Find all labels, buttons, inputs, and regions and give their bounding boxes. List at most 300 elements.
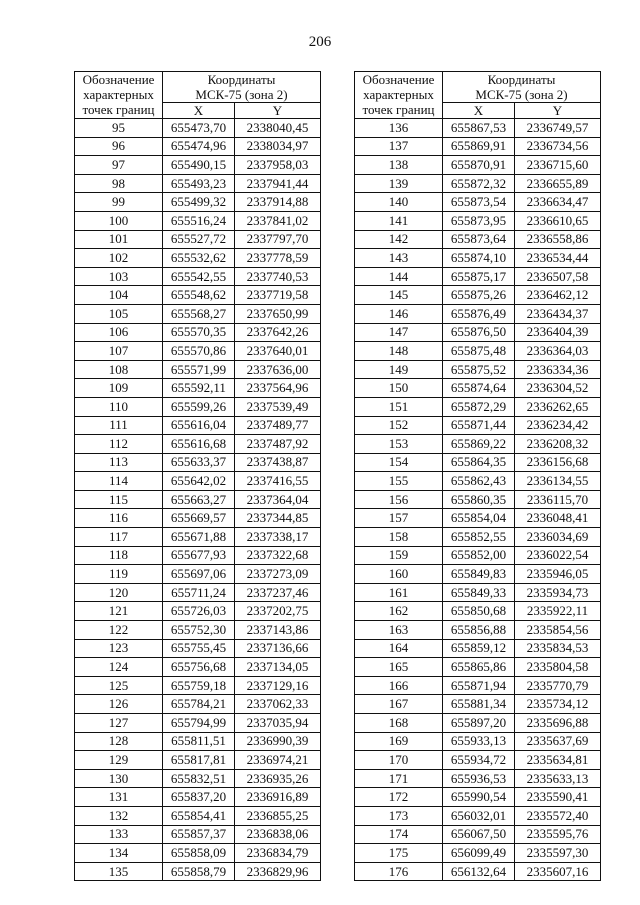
- table-row: [75, 862, 321, 881]
- table-row: [75, 472, 321, 491]
- coordinates-header: [443, 72, 601, 103]
- table-row: [355, 286, 601, 305]
- x-coordinate-cell: 655532,62: [163, 249, 235, 268]
- point-id-cell: 154: [355, 453, 443, 472]
- table-row: [355, 137, 601, 156]
- point-id-cell: 101: [75, 230, 163, 249]
- table-row: [355, 602, 601, 621]
- y-coordinate-cell: 2336462,12: [515, 286, 601, 305]
- y-coordinate-cell: 2336610,65: [515, 211, 601, 230]
- table-row: [75, 583, 321, 602]
- point-id-cell: 160: [355, 565, 443, 584]
- table-row: [75, 769, 321, 788]
- table-row: [75, 546, 321, 565]
- y-coordinate-cell: 2336334,36: [515, 360, 601, 379]
- x-coordinate-cell: 655726,03: [163, 602, 235, 621]
- table-row: [75, 416, 321, 435]
- x-coordinate-cell: 655876,49: [443, 304, 515, 323]
- point-id-cell: 173: [355, 806, 443, 825]
- table-row: [355, 416, 601, 435]
- table-row: [75, 806, 321, 825]
- coordinates-title-line: Координаты: [487, 72, 556, 87]
- x-coordinate-cell: 655852,55: [443, 528, 515, 547]
- x-coordinate-cell: 655599,26: [163, 397, 235, 416]
- table-row: [355, 732, 601, 751]
- point-id-cell: 129: [75, 751, 163, 770]
- y-coordinate-cell: 2335854,56: [515, 621, 601, 640]
- table-row: [75, 490, 321, 509]
- point-id-cell: 175: [355, 844, 443, 863]
- y-coordinate-cell: 2337344,85: [235, 509, 321, 528]
- y-coordinate-cell: 2336022,54: [515, 546, 601, 565]
- y-header: Y: [515, 103, 601, 119]
- x-header: X: [443, 103, 515, 119]
- x-coordinate-cell: 655474,96: [163, 137, 235, 156]
- table-row: [355, 304, 601, 323]
- table-row: [75, 379, 321, 398]
- point-id-cell: 107: [75, 342, 163, 361]
- point-id-cell: 174: [355, 825, 443, 844]
- table-row: [355, 676, 601, 695]
- y-coordinate-cell: 2336234,42: [515, 416, 601, 435]
- table-row: [355, 267, 601, 286]
- x-coordinate-cell: 655752,30: [163, 621, 235, 640]
- x-coordinate-cell: 655872,29: [443, 397, 515, 416]
- x-coordinate-cell: 655527,72: [163, 230, 235, 249]
- y-coordinate-cell: 2337841,02: [235, 211, 321, 230]
- x-coordinate-cell: 655854,04: [443, 509, 515, 528]
- point-id-cell: 123: [75, 639, 163, 658]
- x-coordinate-cell: 655493,23: [163, 174, 235, 193]
- point-id-cell: 170: [355, 751, 443, 770]
- y-coordinate-cell: 2336838,06: [235, 825, 321, 844]
- x-coordinate-cell: 655857,37: [163, 825, 235, 844]
- x-coordinate-cell: 655756,68: [163, 658, 235, 677]
- x-coordinate-cell: 655865,86: [443, 658, 515, 677]
- table-row: [75, 825, 321, 844]
- y-coordinate-cell: 2337797,70: [235, 230, 321, 249]
- coordinates-title-line: Координаты: [207, 72, 276, 87]
- x-coordinate-cell: 655875,26: [443, 286, 515, 305]
- x-coordinate-cell: 655837,20: [163, 788, 235, 807]
- y-coordinate-cell: 2337650,99: [235, 304, 321, 323]
- x-coordinate-cell: 655862,43: [443, 472, 515, 491]
- point-label-line: Обозначение: [362, 72, 435, 87]
- y-coordinate-cell: 2336558,86: [515, 230, 601, 249]
- x-coordinate-cell: 656067,50: [443, 825, 515, 844]
- point-id-cell: 97: [75, 156, 163, 175]
- table-row: [355, 565, 601, 584]
- y-coordinate-cell: 2336916,89: [235, 788, 321, 807]
- y-coordinate-cell: 2335634,81: [515, 751, 601, 770]
- table-row: [75, 565, 321, 584]
- table-row: [75, 714, 321, 733]
- y-coordinate-cell: 2335934,73: [515, 583, 601, 602]
- point-id-cell: 116: [75, 509, 163, 528]
- point-id-cell: 142: [355, 230, 443, 249]
- x-coordinate-cell: 655542,55: [163, 267, 235, 286]
- point-id-cell: 139: [355, 174, 443, 193]
- table-row: [355, 546, 601, 565]
- point-id-cell: 127: [75, 714, 163, 733]
- y-coordinate-cell: 2335595,76: [515, 825, 601, 844]
- y-coordinate-cell: 2337438,87: [235, 453, 321, 472]
- point-id-cell: 117: [75, 528, 163, 547]
- point-id-cell: 120: [75, 583, 163, 602]
- point-id-cell: 171: [355, 769, 443, 788]
- x-coordinate-cell: 655858,09: [163, 844, 235, 863]
- point-id-cell: 113: [75, 453, 163, 472]
- table-row: [75, 509, 321, 528]
- table-row: [355, 658, 601, 677]
- y-coordinate-cell: 2336655,89: [515, 174, 601, 193]
- table-row: [355, 621, 601, 640]
- table-row: [355, 639, 601, 658]
- point-id-cell: 148: [355, 342, 443, 361]
- x-coordinate-cell: 655568,27: [163, 304, 235, 323]
- y-coordinate-cell: 2337129,16: [235, 676, 321, 695]
- y-coordinate-cell: 2335834,53: [515, 639, 601, 658]
- point-id-cell: 115: [75, 490, 163, 509]
- point-id-cell: 110: [75, 397, 163, 416]
- x-coordinate-cell: 655871,94: [443, 676, 515, 695]
- x-coordinate-cell: 655548,62: [163, 286, 235, 305]
- x-coordinate-cell: 655633,37: [163, 453, 235, 472]
- y-coordinate-cell: 2337539,49: [235, 397, 321, 416]
- table-row: [75, 639, 321, 658]
- x-coordinate-cell: 656032,01: [443, 806, 515, 825]
- x-coordinate-cell: 655592,11: [163, 379, 235, 398]
- x-coordinate-cell: 656132,64: [443, 862, 515, 881]
- table-row: [75, 304, 321, 323]
- y-coordinate-cell: 2337322,68: [235, 546, 321, 565]
- point-id-cell: 105: [75, 304, 163, 323]
- y-coordinate-cell: 2336749,57: [515, 119, 601, 138]
- y-coordinate-cell: 2337489,77: [235, 416, 321, 435]
- x-coordinate-cell: 655849,83: [443, 565, 515, 584]
- point-id-cell: 102: [75, 249, 163, 268]
- point-id-cell: 106: [75, 323, 163, 342]
- point-id-cell: 169: [355, 732, 443, 751]
- y-coordinate-cell: 2337134,05: [235, 658, 321, 677]
- x-coordinate-cell: 655669,57: [163, 509, 235, 528]
- y-coordinate-cell: 2336829,96: [235, 862, 321, 881]
- x-coordinate-cell: 655755,45: [163, 639, 235, 658]
- y-coordinate-cell: 2335770,79: [515, 676, 601, 695]
- table-row: [75, 788, 321, 807]
- x-coordinate-cell: 655794,99: [163, 714, 235, 733]
- point-label-line: характерных: [83, 87, 154, 102]
- table-row: [355, 249, 601, 268]
- y-coordinate-cell: 2335637,69: [515, 732, 601, 751]
- point-label-line: точек границ: [82, 102, 155, 117]
- x-coordinate-cell: 655570,35: [163, 323, 235, 342]
- coordinates-table-right: [354, 71, 601, 881]
- point-id-cell: 128: [75, 732, 163, 751]
- y-coordinate-cell: 2335734,12: [515, 695, 601, 714]
- point-id-cell: 108: [75, 360, 163, 379]
- y-coordinate-cell: 2336734,56: [515, 137, 601, 156]
- y-coordinate-cell: 2337487,92: [235, 435, 321, 454]
- table-row: [75, 602, 321, 621]
- y-coordinate-cell: 2337062,33: [235, 695, 321, 714]
- point-id-cell: 157: [355, 509, 443, 528]
- y-coordinate-cell: 2335922,11: [515, 602, 601, 621]
- point-id-cell: 152: [355, 416, 443, 435]
- y-coordinate-cell: 2337941,44: [235, 174, 321, 193]
- point-label-header: [355, 72, 443, 119]
- point-label-line: Обозначение: [82, 72, 155, 87]
- table-row: [355, 230, 601, 249]
- table-row: [355, 806, 601, 825]
- point-id-cell: 158: [355, 528, 443, 547]
- point-id-cell: 122: [75, 621, 163, 640]
- point-id-cell: 155: [355, 472, 443, 491]
- y-coordinate-cell: 2336304,52: [515, 379, 601, 398]
- y-coordinate-cell: 2336715,60: [515, 156, 601, 175]
- table-row: [355, 360, 601, 379]
- table-row: [355, 509, 601, 528]
- y-coordinate-cell: 2336990,39: [235, 732, 321, 751]
- coordinates-title-line: МСК-75 (зона 2): [195, 87, 288, 102]
- point-id-cell: 176: [355, 862, 443, 881]
- x-coordinate-cell: 655473,70: [163, 119, 235, 138]
- point-id-cell: 141: [355, 211, 443, 230]
- x-coordinate-cell: 655759,18: [163, 676, 235, 695]
- point-id-cell: 147: [355, 323, 443, 342]
- y-coordinate-cell: 2336834,79: [235, 844, 321, 863]
- y-coordinate-cell: 2336634,47: [515, 193, 601, 212]
- y-coordinate-cell: 2335572,40: [515, 806, 601, 825]
- x-coordinate-cell: 655871,44: [443, 416, 515, 435]
- table-row: [355, 435, 601, 454]
- table-row: [355, 156, 601, 175]
- table-row: [355, 342, 601, 361]
- point-id-cell: 163: [355, 621, 443, 640]
- x-coordinate-cell: 655849,33: [443, 583, 515, 602]
- point-id-cell: 125: [75, 676, 163, 695]
- point-id-cell: 133: [75, 825, 163, 844]
- table-row: [355, 193, 601, 212]
- y-coordinate-cell: 2335804,58: [515, 658, 601, 677]
- y-coordinate-cell: 2337636,00: [235, 360, 321, 379]
- x-coordinate-cell: 655711,24: [163, 583, 235, 602]
- table-row: [75, 267, 321, 286]
- table-row: [75, 435, 321, 454]
- point-id-cell: 136: [355, 119, 443, 138]
- x-coordinate-cell: 655864,35: [443, 453, 515, 472]
- x-coordinate-cell: 655697,06: [163, 565, 235, 584]
- y-coordinate-cell: 2335607,16: [515, 862, 601, 881]
- point-id-cell: 130: [75, 769, 163, 788]
- y-coordinate-cell: 2337740,53: [235, 267, 321, 286]
- y-coordinate-cell: 2335696,88: [515, 714, 601, 733]
- table-row: [75, 230, 321, 249]
- table-row: [355, 211, 601, 230]
- y-coordinate-cell: 2337640,01: [235, 342, 321, 361]
- x-coordinate-cell: 655516,24: [163, 211, 235, 230]
- x-coordinate-cell: 655869,22: [443, 435, 515, 454]
- x-coordinate-cell: 655859,12: [443, 639, 515, 658]
- x-coordinate-cell: 655860,35: [443, 490, 515, 509]
- x-coordinate-cell: 655832,51: [163, 769, 235, 788]
- table-row: [75, 342, 321, 361]
- x-coordinate-cell: 655897,20: [443, 714, 515, 733]
- point-id-cell: 111: [75, 416, 163, 435]
- y-coordinate-cell: 2336855,25: [235, 806, 321, 825]
- y-coordinate-cell: 2337914,88: [235, 193, 321, 212]
- table-row: [355, 844, 601, 863]
- x-coordinate-cell: 655858,79: [163, 862, 235, 881]
- y-coordinate-cell: 2338040,45: [235, 119, 321, 138]
- table-body-left: [75, 119, 321, 881]
- point-id-cell: 161: [355, 583, 443, 602]
- x-coordinate-cell: 655854,41: [163, 806, 235, 825]
- table-row: [75, 695, 321, 714]
- x-coordinate-cell: 655850,68: [443, 602, 515, 621]
- x-coordinate-cell: 655867,53: [443, 119, 515, 138]
- point-label-line: характерных: [363, 87, 434, 102]
- point-id-cell: 98: [75, 174, 163, 193]
- point-id-cell: 164: [355, 639, 443, 658]
- x-coordinate-cell: 655875,48: [443, 342, 515, 361]
- point-label-line: точек границ: [362, 102, 435, 117]
- x-coordinate-cell: 655875,52: [443, 360, 515, 379]
- point-id-cell: 156: [355, 490, 443, 509]
- table-row: [355, 379, 601, 398]
- table-row: [75, 732, 321, 751]
- table-row: [355, 397, 601, 416]
- table-row: [75, 397, 321, 416]
- point-id-cell: 135: [75, 862, 163, 881]
- point-label-header: [75, 72, 163, 119]
- x-coordinate-cell: 655936,53: [443, 769, 515, 788]
- table-row: [355, 528, 601, 547]
- y-coordinate-cell: 2337958,03: [235, 156, 321, 175]
- point-id-cell: 114: [75, 472, 163, 491]
- table-row: [75, 211, 321, 230]
- x-coordinate-cell: 655642,02: [163, 472, 235, 491]
- y-coordinate-cell: 2335590,41: [515, 788, 601, 807]
- y-coordinate-cell: 2335597,30: [515, 844, 601, 863]
- point-id-cell: 96: [75, 137, 163, 156]
- x-coordinate-cell: 655874,10: [443, 249, 515, 268]
- point-id-cell: 138: [355, 156, 443, 175]
- x-coordinate-cell: 656099,49: [443, 844, 515, 863]
- point-id-cell: 145: [355, 286, 443, 305]
- y-coordinate-cell: 2337364,04: [235, 490, 321, 509]
- y-coordinate-cell: 2336364,03: [515, 342, 601, 361]
- y-coordinate-cell: 2336156,68: [515, 453, 601, 472]
- x-coordinate-cell: 655616,68: [163, 435, 235, 454]
- table-row: [355, 825, 601, 844]
- point-id-cell: 109: [75, 379, 163, 398]
- y-coordinate-cell: 2337778,59: [235, 249, 321, 268]
- table-row: [75, 676, 321, 695]
- x-coordinate-cell: 655571,99: [163, 360, 235, 379]
- point-id-cell: 103: [75, 267, 163, 286]
- point-id-cell: 146: [355, 304, 443, 323]
- point-id-cell: 149: [355, 360, 443, 379]
- y-coordinate-cell: 2336434,37: [515, 304, 601, 323]
- table-row: [355, 472, 601, 491]
- table-row: [355, 788, 601, 807]
- y-coordinate-cell: 2337035,94: [235, 714, 321, 733]
- table-row: [355, 174, 601, 193]
- y-coordinate-cell: 2337136,66: [235, 639, 321, 658]
- point-id-cell: 168: [355, 714, 443, 733]
- table-row: [355, 714, 601, 733]
- table-row: [355, 583, 601, 602]
- point-id-cell: 162: [355, 602, 443, 621]
- point-id-cell: 165: [355, 658, 443, 677]
- x-coordinate-cell: 655490,15: [163, 156, 235, 175]
- point-id-cell: 132: [75, 806, 163, 825]
- x-coordinate-cell: 655870,91: [443, 156, 515, 175]
- x-coordinate-cell: 655784,21: [163, 695, 235, 714]
- x-coordinate-cell: 655873,95: [443, 211, 515, 230]
- point-id-cell: 112: [75, 435, 163, 454]
- y-coordinate-cell: 2336134,55: [515, 472, 601, 491]
- x-coordinate-cell: 655881,34: [443, 695, 515, 714]
- table-row: [75, 453, 321, 472]
- table-row: [75, 119, 321, 138]
- x-coordinate-cell: 655873,64: [443, 230, 515, 249]
- y-coordinate-cell: 2337143,86: [235, 621, 321, 640]
- y-coordinate-cell: 2336974,21: [235, 751, 321, 770]
- x-coordinate-cell: 655811,51: [163, 732, 235, 751]
- y-coordinate-cell: 2336034,69: [515, 528, 601, 547]
- y-coordinate-cell: 2337202,75: [235, 602, 321, 621]
- y-coordinate-cell: 2336208,32: [515, 435, 601, 454]
- x-coordinate-cell: 655876,50: [443, 323, 515, 342]
- point-id-cell: 99: [75, 193, 163, 212]
- point-id-cell: 159: [355, 546, 443, 565]
- x-coordinate-cell: 655677,93: [163, 546, 235, 565]
- point-id-cell: 137: [355, 137, 443, 156]
- y-coordinate-cell: 2336404,39: [515, 323, 601, 342]
- y-coordinate-cell: 2336534,44: [515, 249, 601, 268]
- point-id-cell: 121: [75, 602, 163, 621]
- x-coordinate-cell: 655856,88: [443, 621, 515, 640]
- table-row: [355, 323, 601, 342]
- y-coordinate-cell: 2336115,70: [515, 490, 601, 509]
- coordinates-header: [163, 72, 321, 103]
- point-id-cell: 150: [355, 379, 443, 398]
- table-row: [75, 751, 321, 770]
- table-row: [355, 769, 601, 788]
- table-row: [75, 844, 321, 863]
- table-row: [75, 323, 321, 342]
- table-row: [75, 174, 321, 193]
- table-row: [75, 137, 321, 156]
- y-coordinate-cell: 2336935,26: [235, 769, 321, 788]
- point-id-cell: 151: [355, 397, 443, 416]
- y-coordinate-cell: 2337564,96: [235, 379, 321, 398]
- table-row: [75, 658, 321, 677]
- point-id-cell: 140: [355, 193, 443, 212]
- table-row: [75, 528, 321, 547]
- table-row: [355, 453, 601, 472]
- table-body-right: [355, 119, 601, 881]
- y-coordinate-cell: 2337273,09: [235, 565, 321, 584]
- x-coordinate-cell: 655671,88: [163, 528, 235, 547]
- x-coordinate-cell: 655663,27: [163, 490, 235, 509]
- coordinates-title-line: МСК-75 (зона 2): [475, 87, 568, 102]
- point-id-cell: 166: [355, 676, 443, 695]
- x-coordinate-cell: 655875,17: [443, 267, 515, 286]
- coordinates-table-left: [74, 71, 321, 881]
